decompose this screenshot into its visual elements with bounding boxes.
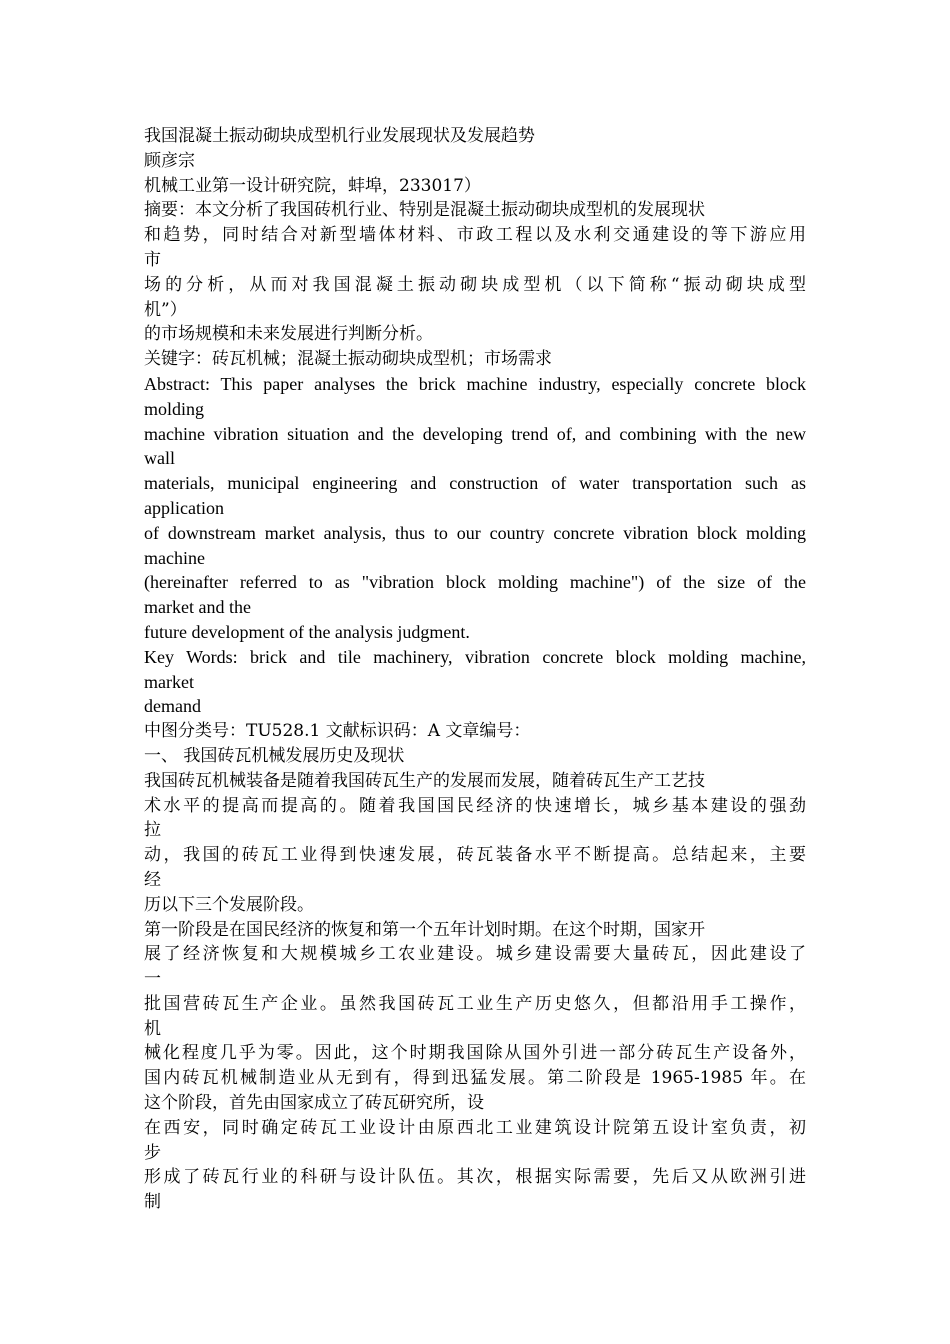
abstract-en-line: (hereinafter referred to as "vibration block molding machine") of the size of the — [144, 572, 806, 593]
section-heading: 一、 我国砖瓦机械发展历史及现状 — [144, 745, 405, 766]
classification-line: 中图分类号：TU528.1 文献标识码：A 文章编号： — [144, 721, 531, 742]
body-line: 动，我国的砖瓦工业得到快速发展，砖瓦装备水平不断提高。总结起来，主要 — [144, 845, 806, 866]
abstract-cn-line: 摘要：本文分析了我国砖机行业、特别是混凝土振动砌块成型机的发展现状 — [144, 200, 705, 221]
abstract-en-line: machine — [144, 547, 205, 568]
abstract-cn-line: 和趋势，同时结合对新型墙体材料、市政工程以及水利交通建设的等下游应用 — [144, 225, 806, 246]
body-line: 步 — [144, 1142, 161, 1163]
abstract-en-line: wall — [144, 448, 175, 469]
body-line: 国内砖瓦机械制造业从无到有，得到迅猛发展。第二阶段是 1965-1985 年。在 — [144, 1068, 806, 1089]
doc-affiliation: 机械工业第一设计研究院，蚌埠，233017） — [144, 175, 481, 196]
abstract-en-line: materials, municipal engineering and construction of water transportation such as — [144, 473, 806, 494]
abstract-en-line: application — [144, 497, 224, 518]
doc-author: 顾彦宗 — [144, 150, 195, 171]
body-line: 经 — [144, 869, 161, 890]
body-line: 制 — [144, 1192, 161, 1213]
body-line: 在西安，同时确定砖瓦工业设计由原西北工业建筑设计院第五设计室负责，初 — [144, 1117, 806, 1138]
doc-title: 我国混凝土振动砌块成型机行业发展现状及发展趋势 — [144, 126, 535, 146]
abstract-en-line: molding — [144, 398, 205, 419]
abstract-cn-line: 机”） — [144, 299, 187, 320]
body-line: 形成了砖瓦行业的科研与设计队伍。其次，根据实际需要，先后又从欧洲引进 — [144, 1167, 806, 1188]
document-page — [144, 124, 806, 1215]
body-line: 展了经济恢复和大规模城乡工农业建设。城乡建设需要大量砖瓦，因此建设了 — [144, 944, 806, 965]
keywords-cn: 关键字：砖瓦机械；混凝土振动砌块成型机；市场需求 — [144, 349, 552, 370]
abstract-en-line: future development of the analysis judgment. — [144, 621, 470, 642]
body-line: 这个阶段，首先由国家成立了砖瓦研究所，设 — [144, 1093, 484, 1114]
abstract-en-line: of downstream market analysis, thus to our country concrete vibration block molding — [144, 522, 806, 543]
body-line: 拉 — [144, 820, 161, 841]
abstract-en-line: machine vibration situation and the developing trend of, and combining with the new — [144, 423, 806, 444]
abstract-en-line: market and the — [144, 597, 251, 618]
body-line: 机 — [144, 1018, 161, 1039]
body-line: 我国砖瓦机械装备是随着我国砖瓦生产的发展而发展，随着砖瓦生产工艺技 — [144, 770, 705, 791]
keywords-en-line: market — [144, 671, 194, 692]
body-line: 一 — [144, 969, 161, 990]
keywords-en-line: Key Words: brick and tile machinery, vibration concrete block molding machine, — [144, 646, 806, 667]
body-line: 械化程度几乎为零。因此，这个时期我国除从国外引进一部分砖瓦生产设备外， — [144, 1043, 806, 1064]
abstract-cn-line: 的市场规模和未来发展进行判断分析。 — [144, 324, 433, 345]
abstract-cn-line: 市 — [144, 249, 161, 270]
body-line: 批国营砖瓦生产企业。虽然我国砖瓦工业生产历史悠久，但都沿用手工操作， — [144, 993, 806, 1014]
abstract-cn-line: 场的分析，从而对我国混凝土振动砌块成型机（以下简称“振动砌块成型 — [144, 274, 806, 295]
body-line: 第一阶段是在国民经济的恢复和第一个五年计划时期。在这个时期，国家开 — [144, 919, 705, 940]
body-line: 术水平的提高而提高的。随着我国国民经济的快速增长，城乡基本建设的强劲 — [144, 795, 806, 816]
abstract-en-line: Abstract: This paper analyses the brick machine industry, especially concrete block — [144, 373, 806, 394]
body-line: 历以下三个发展阶段。 — [144, 894, 314, 915]
keywords-en-line: demand — [144, 696, 201, 717]
